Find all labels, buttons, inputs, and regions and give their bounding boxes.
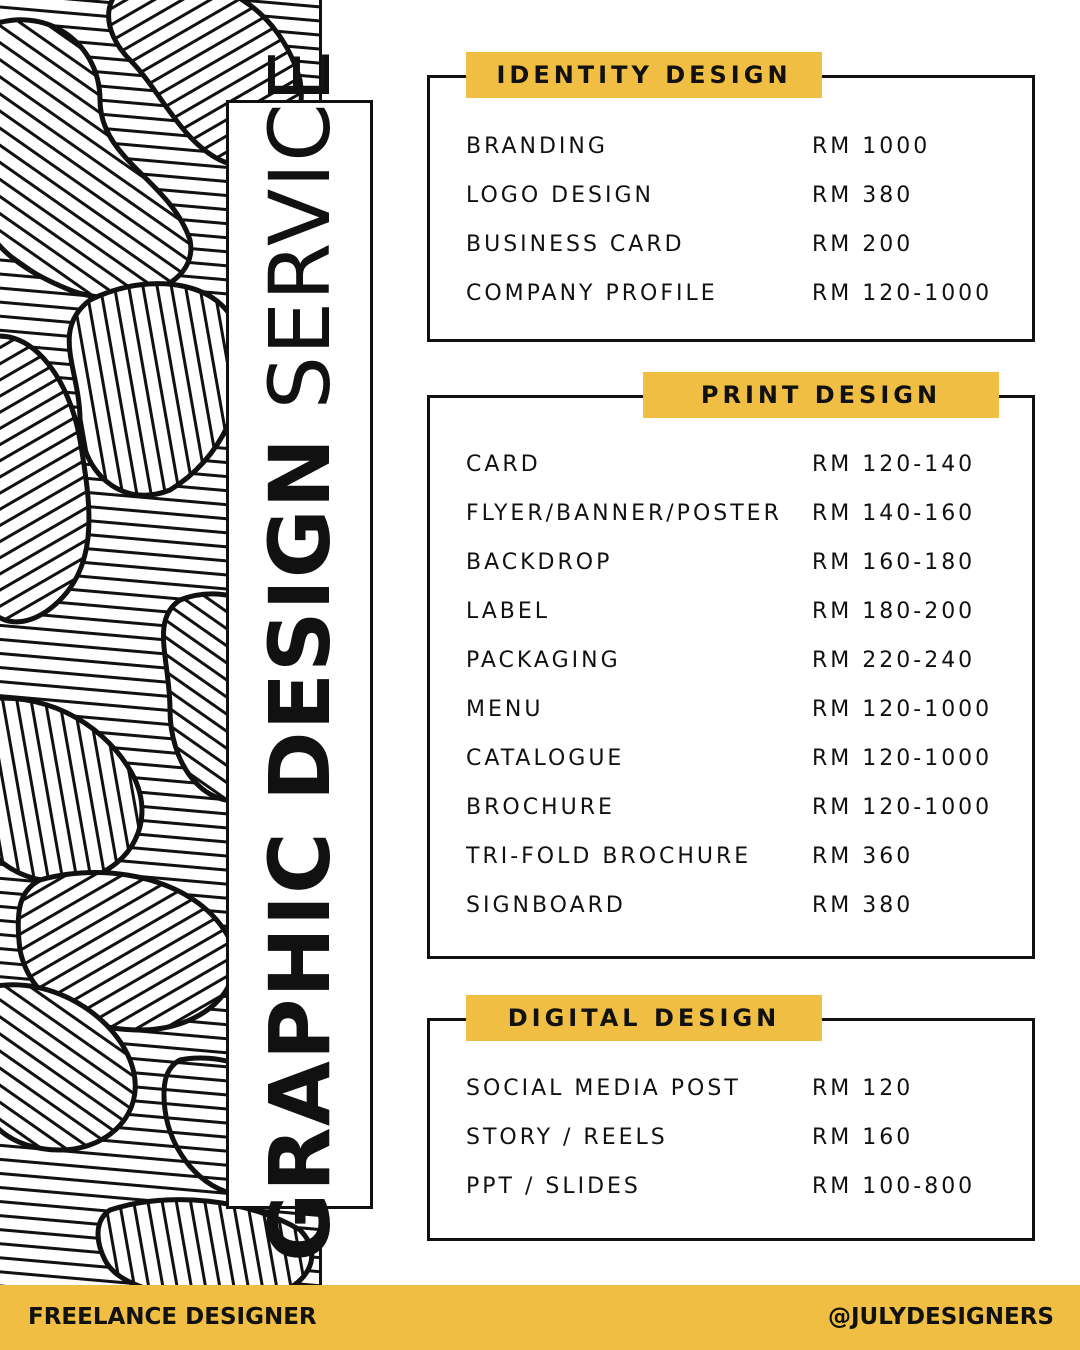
service-price: RM 1000 [812, 134, 931, 159]
service-name: BROCHURE [466, 795, 615, 820]
title-light-part: SERVICE [250, 47, 349, 437]
service-price: RM 360 [812, 844, 914, 869]
service-price: RM 120-1000 [812, 795, 993, 820]
service-name: TRI-FOLD BROCHURE [466, 844, 752, 869]
service-name: FLYER/BANNER/POSTER [466, 501, 782, 526]
service-name: CARD [466, 452, 541, 477]
service-name: PPT / SLIDES [466, 1174, 641, 1199]
title-bold-part: GRAPHIC DESIGN [250, 436, 349, 1262]
section-tag: IDENTITY DESIGN [466, 52, 822, 98]
service-name: CATALOGUE [466, 746, 625, 771]
service-name: LABEL [466, 599, 551, 624]
service-name: BRANDING [466, 134, 608, 159]
service-name: SOCIAL MEDIA POST [466, 1076, 741, 1101]
service-name: STORY / REELS [466, 1125, 668, 1150]
service-name: BACKDROP [466, 550, 613, 575]
service-price: RM 120-140 [812, 452, 976, 477]
section-digital-design [427, 1004, 1035, 1241]
service-name: PACKAGING [466, 648, 621, 673]
service-price: RM 120 [812, 1076, 914, 1101]
service-price: RM 120-1000 [812, 746, 993, 771]
service-name: BUSINESS CARD [466, 232, 685, 257]
service-price: RM 100-800 [812, 1174, 976, 1199]
service-name: LOGO DESIGN [466, 183, 654, 208]
service-price: RM 120-1000 [812, 281, 993, 306]
service-name: SIGNBOARD [466, 893, 626, 918]
service-price: RM 140-160 [812, 501, 976, 526]
service-name: MENU [466, 697, 544, 722]
footer-tagline: FREELANCE DESIGNER [28, 1304, 317, 1330]
service-price: RM 220-240 [812, 648, 976, 673]
section-identity-design [427, 61, 1035, 342]
service-price: RM 120-1000 [812, 697, 993, 722]
service-price: RM 160 [812, 1125, 914, 1150]
service-price: RM 200 [812, 232, 914, 257]
social-handle: @JULYDESIGNERS [827, 1304, 1054, 1330]
section-tag: PRINT DESIGN [643, 372, 999, 418]
service-price: RM 180-200 [812, 599, 976, 624]
footer-bar [0, 1285, 1080, 1350]
service-price: RM 160-180 [812, 550, 976, 575]
service-price: RM 380 [812, 183, 914, 208]
service-price: RM 380 [812, 893, 914, 918]
section-print-design [427, 381, 1035, 959]
service-name: COMPANY PROFILE [466, 281, 718, 306]
section-tag: DIGITAL DESIGN [466, 995, 822, 1041]
title-box [226, 47, 373, 1262]
page-title [250, 47, 349, 1262]
